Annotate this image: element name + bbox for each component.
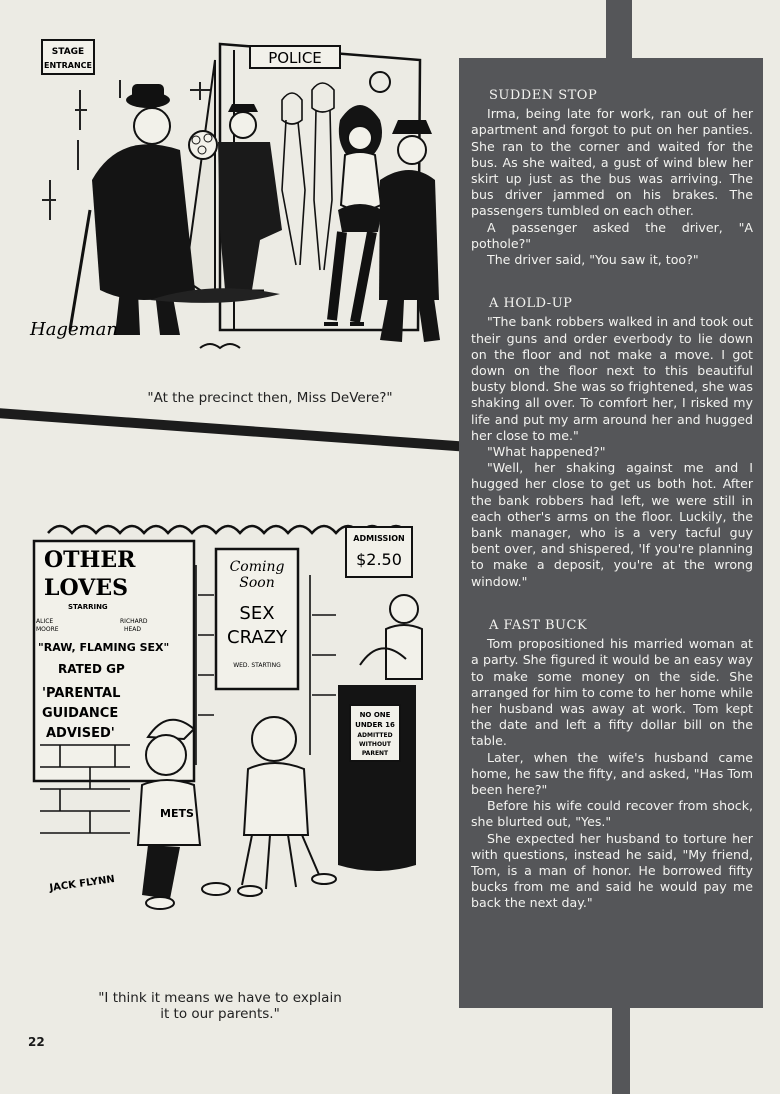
jokes-column	[459, 58, 763, 1008]
svg-text:WITHOUT: WITHOUT	[358, 741, 392, 748]
story-paragraph: A passenger asked the driver, "A pothole?"	[471, 219, 753, 251]
boy-with-cap	[138, 720, 230, 909]
svg-text:ADVISED': ADVISED'	[46, 726, 115, 741]
ticket-booth	[338, 595, 422, 871]
svg-text:STARRING: STARRING	[68, 603, 108, 611]
story-paragraph: "What happened?"	[487, 444, 606, 460]
story-paragraph: "The bank robbers walked in and took out their guns and order everbody to lie down on the floor and not make a move. I got down on the floor next to this beautiful busty blond. She was so frightened, she was shaking all over. To comfort her, I risked my life and put my arm around her and hugged her close to me."	[471, 314, 753, 443]
svg-text:ADMISSION: ADMISSION	[353, 534, 405, 543]
police-sign-text: POLICE	[268, 49, 322, 67]
svg-text:Soon: Soon	[239, 575, 275, 591]
column-top-tab	[606, 0, 632, 62]
stage-entrance-sign	[42, 40, 94, 74]
page-number: 22	[28, 1035, 45, 1049]
svg-text:MOORE: MOORE	[36, 626, 59, 633]
svg-text:'PARENTAL: 'PARENTAL	[42, 686, 121, 701]
story-title: A FAST BUCK	[489, 617, 588, 633]
section-divider	[0, 408, 465, 452]
svg-text:HEAD: HEAD	[124, 626, 142, 633]
story-hold-up	[471, 296, 753, 590]
stage-sign-text-1: STAGE	[51, 47, 85, 57]
story-paragraph: Before his wife could recover from shock, she blurted out, "Yes."	[471, 798, 753, 830]
svg-text:SEX: SEX	[239, 603, 275, 624]
svg-text:PARENT: PARENT	[361, 750, 389, 757]
story-title: SUDDEN STOP	[489, 88, 598, 103]
cartoon2-caption-line1: "I think it means we have to explain	[98, 990, 342, 1006]
story-paragraph: Irma, being late for work, ran out of her apartment and forgot to put on her panties. She ran to the corner and waited for the bus. As she waited, a gust of wind blew her skirt up just as the bus was arriving. The bus driver jammed on his brakes. The passengers tumbled on each other.	[471, 106, 753, 219]
svg-text:UNDER 16: UNDER 16	[355, 721, 395, 729]
svg-text:ADMITTED: ADMITTED	[357, 732, 393, 739]
poster-title-1: OTHER	[44, 547, 136, 573]
cartoon2-caption-line2: it to our parents."	[160, 1006, 280, 1022]
detective	[218, 104, 282, 292]
police-cartoon	[20, 30, 440, 370]
svg-text:RICHARD: RICHARD	[120, 618, 148, 625]
boy-striped-pants	[238, 717, 336, 896]
column-bottom-tab	[612, 1000, 630, 1094]
story-paragraph: Tom propositioned his married woman at a party. She figured it would be an easy way to make some money on the side. She arranged for him to come to her home while her husband was away at work. Tom kept the date and left a fifty dollar bill on the table.	[471, 636, 753, 749]
movie-theater-cartoon	[20, 505, 440, 945]
stage-sign-text-2: ENTRANCE	[44, 61, 92, 70]
svg-text:"RAW, FLAMING SEX": "RAW, FLAMING SEX"	[38, 641, 170, 654]
story-sudden-stop	[471, 88, 753, 268]
story-paragraph: "Well, her shaking against me and I hugged her close to get us both hot. After the bank robbers had left, we were still in each other's arms on the floor. Luckily, the bank manager, who is a very tacful guy bent over, and shispered, 'If you're planning to make a deposit, you're at the wrong window."	[471, 460, 753, 589]
sex-crazy-poster	[216, 549, 298, 689]
svg-text:WED. STARTING: WED. STARTING	[233, 662, 281, 669]
story-paragraph: Later, when the wife's husband came home, he saw the fifty, and asked, "Has Tom been here?"	[471, 749, 753, 797]
svg-text:ALICE: ALICE	[36, 618, 54, 625]
svg-text:Coming: Coming	[229, 559, 285, 575]
cartoon2-caption	[70, 990, 370, 1022]
story-fast-buck	[471, 618, 753, 912]
svg-text:METS: METS	[160, 807, 194, 820]
svg-text:GUIDANCE: GUIDANCE	[42, 706, 119, 721]
svg-text:RATED GP: RATED GP	[58, 662, 125, 676]
svg-text:NO ONE: NO ONE	[359, 711, 391, 719]
jack-flynn-signature: JACK FLYNN	[48, 873, 116, 894]
policeman	[379, 120, 440, 342]
story-paragraph: She expected her husband to torture her with questions, instead he said, "My friend, Tom, is a man of honor. He borrowed fifty bucks from me and said he would pay me back the next day."	[471, 830, 753, 911]
admission-sign	[346, 527, 412, 577]
svg-text:$2.50: $2.50	[356, 550, 402, 569]
hageman-signature: Hageman	[30, 319, 118, 340]
story-title: A HOLD-UP	[489, 296, 573, 312]
poster-title-2: LOVES	[44, 575, 128, 601]
svg-text:CRAZY: CRAZY	[227, 627, 287, 648]
showgirls	[282, 83, 334, 270]
story-paragraph: The driver said, "You saw it, too?"	[487, 252, 699, 268]
cartoon1-caption: "At the precinct then, Miss DeVere?"	[147, 390, 393, 406]
